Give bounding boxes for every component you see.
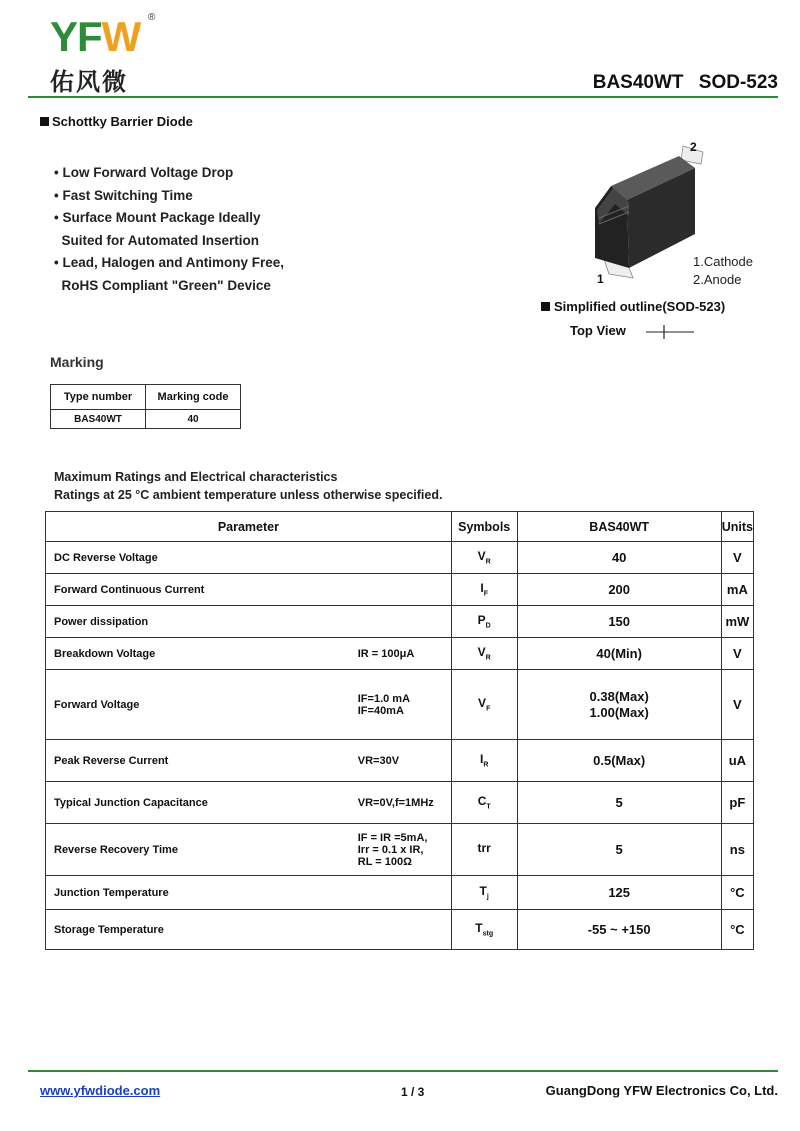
cathode-label: 1.Cathode: [693, 254, 753, 269]
parameter-cell: Reverse Recovery Time: [46, 824, 358, 876]
symbol-text: C: [477, 794, 487, 809]
parameter-cell: Peak Reverse Current: [46, 740, 358, 782]
symbol-subscript: F: [483, 590, 488, 598]
symbol-text: T: [479, 884, 487, 899]
parameter-cell: Storage Temperature: [46, 910, 358, 950]
symbol-cell: [451, 910, 517, 950]
diode-symbol-icon: [646, 324, 696, 340]
registered-mark: ®: [148, 12, 156, 23]
unit-cell: uA: [721, 740, 753, 782]
value-cell: 40(Min): [517, 638, 721, 670]
symbol-subscript: R: [483, 761, 489, 769]
value-cell: 5: [517, 782, 721, 824]
parameter-cell: Power dissipation: [46, 606, 358, 638]
marking-col-type: Type number: [51, 385, 146, 410]
symbol-text: I: [480, 581, 484, 596]
symbol-cell: [451, 638, 517, 670]
ratings-line: Maximum Ratings and Electrical characteristics: [54, 470, 338, 484]
section-title-text: Schottky Barrier Diode: [52, 114, 193, 129]
table-row: [46, 824, 754, 876]
condition-cell: [358, 574, 452, 606]
marking-table: [50, 384, 241, 429]
part-number-title: BAS40WT SOD-523: [592, 72, 778, 93]
symbol-text: V: [477, 549, 486, 564]
symbol-cell: [451, 824, 517, 876]
logo-yf-text: YF: [50, 13, 102, 60]
table-row: [46, 782, 754, 824]
logo: [50, 13, 141, 60]
feature-item: • Low Forward Voltage Drop: [54, 165, 234, 180]
symbol-text: V: [477, 645, 486, 660]
pin-legend: [693, 253, 753, 289]
unit-cell: ns: [721, 824, 753, 876]
condition-cell: IR = 100μA: [358, 638, 452, 670]
parameter-cell: Breakdown Voltage: [46, 638, 358, 670]
table-row: [46, 876, 754, 910]
symbol-subscript: R: [485, 558, 491, 566]
marking-type-value: BAS40WT: [51, 410, 146, 429]
parameter-cell: Junction Temperature: [46, 876, 358, 910]
symbol-subscript: stg: [482, 930, 494, 938]
parameter-cell: Forward Continuous Current: [46, 574, 358, 606]
ratings-note: [54, 468, 442, 504]
anode-label: 2.Anode: [693, 272, 742, 287]
symbol-cell: [451, 876, 517, 910]
symbol-text: trr: [477, 841, 491, 856]
logo-chinese-text: 佑风微: [50, 68, 128, 96]
table-header-row: [46, 512, 754, 542]
logo-w-text: W: [101, 13, 141, 60]
table-row: [46, 638, 754, 670]
section-title: [40, 114, 193, 129]
feature-list: [54, 162, 284, 297]
condition-cell: VR=0V,f=1MHz: [358, 782, 452, 824]
unit-cell: °C: [721, 876, 753, 910]
value-cell: -55 ~ +150: [517, 910, 721, 950]
ratings-line: Ratings at 25 °C ambient temperature unless otherwise specified.: [54, 488, 443, 502]
unit-cell: pF: [721, 782, 753, 824]
feature-item: • Surface Mount Package Ideally: [54, 210, 261, 225]
header-divider: [28, 96, 778, 98]
pin2-label: 2: [690, 140, 697, 154]
symbol-cell: [451, 542, 517, 574]
condition-cell: VR=30V: [358, 740, 452, 782]
symbol-text: T: [475, 921, 483, 936]
table-row: [46, 542, 754, 574]
symbol-subscript: D: [485, 622, 491, 630]
symbol-subscript: T: [486, 803, 491, 811]
condition-cell: [358, 876, 452, 910]
condition-cell: [358, 910, 452, 950]
header-units: Units: [721, 512, 753, 542]
unit-cell: mA: [721, 574, 753, 606]
feature-item: • Fast Switching Time: [54, 187, 193, 203]
marking-col-code: Marking code: [146, 385, 241, 410]
marking-heading: Marking: [50, 354, 104, 370]
top-view-label: Top View: [570, 323, 626, 338]
unit-cell: mW: [721, 606, 753, 638]
symbol-text: P: [477, 613, 486, 628]
footer-divider: [28, 1070, 778, 1072]
header-symbols: Symbols: [451, 512, 517, 542]
condition-cell: IF=1.0 mA IF=40mA: [358, 670, 452, 740]
table-row: [46, 910, 754, 950]
symbol-cell: [451, 574, 517, 606]
symbol-subscript: j: [486, 893, 489, 901]
header-value: BAS40WT: [517, 512, 721, 542]
table-row: [46, 574, 754, 606]
symbol-cell: [451, 670, 517, 740]
value-cell: 5: [517, 824, 721, 876]
ratings-table: [45, 511, 754, 950]
header-parameter: Parameter: [46, 512, 452, 542]
value-cell: 0.38(Max) 1.00(Max): [517, 670, 721, 740]
condition-cell: IF = IR =5mA, Irr = 0.1 x IR, RL = 100Ω: [358, 824, 452, 876]
feature-item: RoHS Compliant "Green" Device: [54, 277, 271, 293]
marking-code-value: 40: [146, 410, 241, 429]
table-row: [46, 740, 754, 782]
condition-cell: [358, 542, 452, 574]
outline-caption: [541, 299, 725, 314]
website-link[interactable]: www.yfwdiode.com: [40, 1083, 161, 1098]
feature-item: Suited for Automated Insertion: [54, 232, 260, 248]
unit-cell: V: [721, 670, 753, 740]
unit-cell: V: [721, 542, 753, 574]
parameter-cell: Forward Voltage: [46, 670, 358, 740]
condition-cell: [358, 606, 452, 638]
value-cell: 0.5(Max): [517, 740, 721, 782]
feature-item: • Lead, Halogen and Antimony Free,: [54, 255, 285, 270]
parameter-cell: Typical Junction Capacitance: [46, 782, 358, 824]
symbol-text: I: [479, 752, 484, 767]
pin1-label: 1: [597, 272, 604, 286]
value-cell: 40: [517, 542, 721, 574]
symbol-cell: [451, 606, 517, 638]
table-row: [46, 606, 754, 638]
symbol-cell: [451, 740, 517, 782]
symbol-cell: [451, 782, 517, 824]
parameter-cell: DC Reverse Voltage: [46, 542, 358, 574]
value-cell: 150: [517, 606, 721, 638]
symbol-subscript: F: [486, 705, 491, 713]
value-cell: 200: [517, 574, 721, 606]
square-bullet-icon: [541, 302, 550, 311]
table-row: [46, 670, 754, 740]
square-bullet-icon: [40, 117, 49, 126]
page-number: 1 / 3: [401, 1085, 425, 1099]
unit-cell: V: [721, 638, 753, 670]
unit-cell: °C: [721, 910, 753, 950]
value-cell: 125: [517, 876, 721, 910]
company-name: GuangDong YFW Electronics Co, Ltd.: [545, 1083, 778, 1098]
outline-caption-text: Simplified outline(SOD-523): [554, 299, 726, 314]
symbol-subscript: R: [485, 654, 491, 662]
symbol-text: V: [478, 696, 487, 711]
